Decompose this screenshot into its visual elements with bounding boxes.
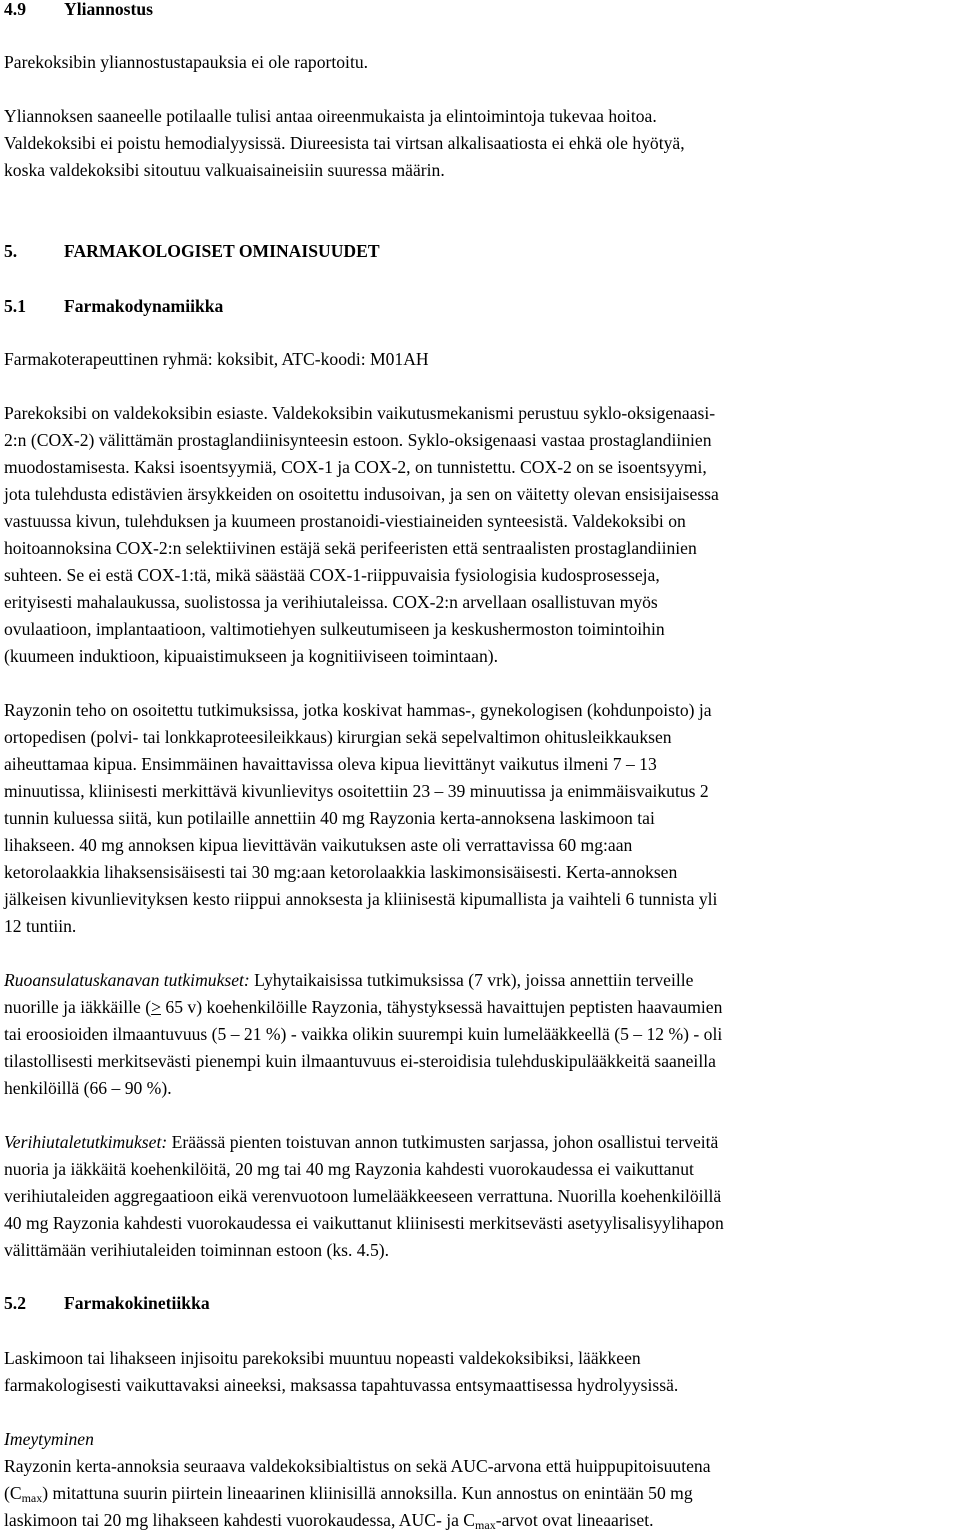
- paragraph-line: 12 tuntiin.: [4, 916, 77, 936]
- paragraph-line: jälkeisen kivunlievityksen kesto riippui annoksesta ja kliinisestä kipumallista ja vaihteli 6 tunnista yli: [4, 889, 718, 909]
- subscript: max: [21, 1491, 43, 1505]
- paragraph-line: vastuussa kivun, tulehduksen ja kuumeen prostanoidi-viestiaineiden synteesistä. Valdekoksibi on: [4, 511, 686, 531]
- section-heading-5-1: [4, 293, 223, 320]
- paragraph-line: verihiutaleiden aggregaatioon eikä verenvuotoon lumelääkkeeseen verrattuna. Nuorilla koehenkilöillä: [4, 1186, 722, 1206]
- paragraph-line: suhteen. Se ei estä COX-1:tä, mikä säästää COX-1-riippuvaisia fysiologisia kudosprosesseja,: [4, 565, 660, 585]
- paragraph-line: erityisesti mahalaukussa, suolistossa ja verihiutaleissa. COX-2:n arvellaan osallistuvan myös: [4, 592, 658, 612]
- section-number: 5.1: [4, 296, 26, 316]
- paragraph-line: [4, 1129, 718, 1156]
- paragraph-line: henkilöillä (66 – 90 %).: [4, 1078, 172, 1098]
- paragraph-line: ovulaatioon, implantaatioon, valtimotiehyen sulkeutumiseen ja keskushermoston toimintoihin: [4, 619, 665, 639]
- paragraph-line: nuoria ja iäkkäitä koehenkilöitä, 20 mg tai 40 mg Rayzonia kahdesti vuorokaudessa ei vaikuttanut: [4, 1159, 694, 1179]
- absorption-heading: Imeytyminen: [4, 1429, 94, 1449]
- paragraph-line: koska valdekoksibi sitoutuu valkuaisaineisiin suuressa määrin.: [4, 160, 445, 180]
- paragraph-line: välittämään verihiutaleiden toiminnan estoon (ks. 4.5).: [4, 1240, 390, 1260]
- paragraph-line: tunnin kuluessa siitä, kun potilaille annettiin 40 mg Rayzonia kerta-annoksena laskimoon tai: [4, 808, 655, 828]
- line-text: ) mitattuna suurin piirtein lineaarinen kliinisillä annoksilla. Kun annostus on enintään 50 mg: [42, 1483, 693, 1503]
- paragraph-line: hoitoannoksina COX-2:n selektiivinen estäjä sekä perifeeristen että sentraalisten prostaglandiinien: [4, 538, 697, 558]
- section-number: 4.9: [4, 0, 26, 19]
- section-heading-5: [4, 238, 380, 265]
- paragraph-line: [4, 1507, 654, 1534]
- paragraph-line: farmakologisesti vaikuttavaksi aineeksi, maksassa tapahtuvassa entsymaattisessa hydrolyysissä.: [4, 1375, 679, 1395]
- line-text: Lyhytaikaisissa tutkimuksissa (7 vrk), joissa annettiin terveille: [249, 970, 694, 990]
- gi-studies-label: Ruoansulatuskanavan tutkimukset:: [4, 970, 250, 990]
- paragraph-line: minuutissa, kliinisesti merkittävä kivunlievitys osoitettiin 23 – 39 minuutissa ja enimmäisvaikutus 2: [4, 781, 709, 801]
- section-title: FARMAKOLOGISET OMINAISUUDET: [64, 241, 380, 261]
- line-text: laskimoon tai 20 mg lihakseen kahdesti vuorokaudessa, AUC- ja C: [4, 1510, 476, 1530]
- atc-code-line: Farmakoterapeuttinen ryhmä: koksibit, ATC-koodi: M01AH: [4, 349, 429, 369]
- section-heading-5-2: [4, 1290, 210, 1317]
- paragraph-line: tilastollisesti merkitsevästi pienempi kuin ilmaantuvuus ei-steroidisia tulehduskipulääkkeitä saaneilla: [4, 1051, 716, 1071]
- section-title: Farmakodynamiikka: [64, 296, 224, 316]
- platelet-studies-label: Verihiutaletutkimukset:: [4, 1132, 168, 1152]
- section-number: 5.2: [4, 1293, 26, 1313]
- line-text: nuorille ja iäkkäille (: [4, 997, 152, 1017]
- section-heading-4-9: [4, 0, 153, 23]
- paragraph-line: Rayzonin kerta-annoksia seuraava valdekoksibialtistus on sekä AUC-arvona että huippupitoisuutena: [4, 1456, 711, 1476]
- paragraph-line: jota tulehdusta edistävien ärsykkeiden on osoitettu indusoivan, ja sen on väitetty olevan ensisijaisessa: [4, 484, 719, 504]
- section-title: Yliannostus: [64, 0, 153, 19]
- paragraph-line: ketorolaakkia lihaksensisäisesti tai 30 mg:aan ketorolaakkia laskimonsisäisesti. Kerta-annoksen: [4, 862, 678, 882]
- paragraph-line: Rayzonin teho on osoitettu tutkimuksissa, jotka koskivat hammas-, gynekologisen (kohdunpoisto) ja: [4, 700, 712, 720]
- line-text: -arvot ovat lineaariset.: [495, 1510, 654, 1530]
- paragraph-line: [4, 967, 693, 994]
- paragraph-line: Parekoksibi on valdekoksibin esiaste. Valdekoksibin vaikutusmekanismi perustuu syklo-oksigenaasi-: [4, 403, 716, 423]
- paragraph-line: [4, 994, 722, 1021]
- greater-or-equal-symbol: >: [151, 997, 161, 1017]
- section-title: Farmakokinetiikka: [64, 1293, 210, 1313]
- paragraph-line: aiheuttamaa kipua. Ensimmäinen havaittavissa oleva kipua lievittänyt vaikutus ilmeni 7 – 13: [4, 754, 657, 774]
- section-number: 5.: [4, 241, 18, 261]
- paragraph-line: Laskimoon tai lihakseen injisoitu parekoksibi muuntuu nopeasti valdekoksibiksi, lääkkeen: [4, 1348, 641, 1368]
- paragraph-line: [4, 1480, 693, 1507]
- line-text: (C: [4, 1483, 22, 1503]
- paragraph-line: 2:n (COX-2) välittämän prostaglandiinisynteesin estoon. Syklo-oksigenaasi vastaa prostaglandiinien: [4, 430, 712, 450]
- paragraph-line: ortopedisen (polvi- tai lonkkaproteesileikkaus) kirurgian sekä sepelvaltimon ohitusleikkauksen: [4, 727, 672, 747]
- subscript: max: [475, 1518, 496, 1532]
- paragraph-line: 40 mg Rayzonia kahdesti vuorokaudessa ei vaikuttanut kliinisesti merkitsevästi asetyylisalisyylihapon: [4, 1213, 724, 1233]
- paragraph-line: Valdekoksibi ei poistu hemodialyysissä. Diureesista tai virtsan alkalisaatiosta ei ehkä ole hyötyä,: [4, 133, 685, 153]
- paragraph-line: muodostamisesta. Kaksi isoentsyymiä, COX-1 ja COX-2, on tunnistettu. COX-2 on se isoentsyymi,: [4, 457, 707, 477]
- paragraph-line: tai eroosioiden ilmaantuvuus (5 – 21 %) - vaikka olikin suurempi kuin lumelääkkeellä (5 – 12 %) - oli: [4, 1024, 723, 1044]
- paragraph-line: Yliannoksen saaneelle potilaalle tulisi antaa oireenmukaista ja elintoimintoja tukevaa hoitoa.: [4, 106, 657, 126]
- line-text: Eräässä pienten toistuvan annon tutkimusten sarjassa, johon osallistui terveitä: [167, 1132, 719, 1152]
- paragraph-line: lihakseen. 40 mg annoksen kipua lievittävän vaikutuksen aste oli verrattavissa 60 mg:aan: [4, 835, 633, 855]
- line-text: 65 v) koehenkilöille Rayzonia, tähystyksessä havaittujen peptisten haavaumien: [161, 997, 723, 1017]
- paragraph-line: Parekoksibin yliannostustapauksia ei ole raportoitu.: [4, 52, 369, 72]
- paragraph-line: (kuumeen induktioon, kipuaistimukseen ja kognitiiviseen toimintaan).: [4, 646, 499, 666]
